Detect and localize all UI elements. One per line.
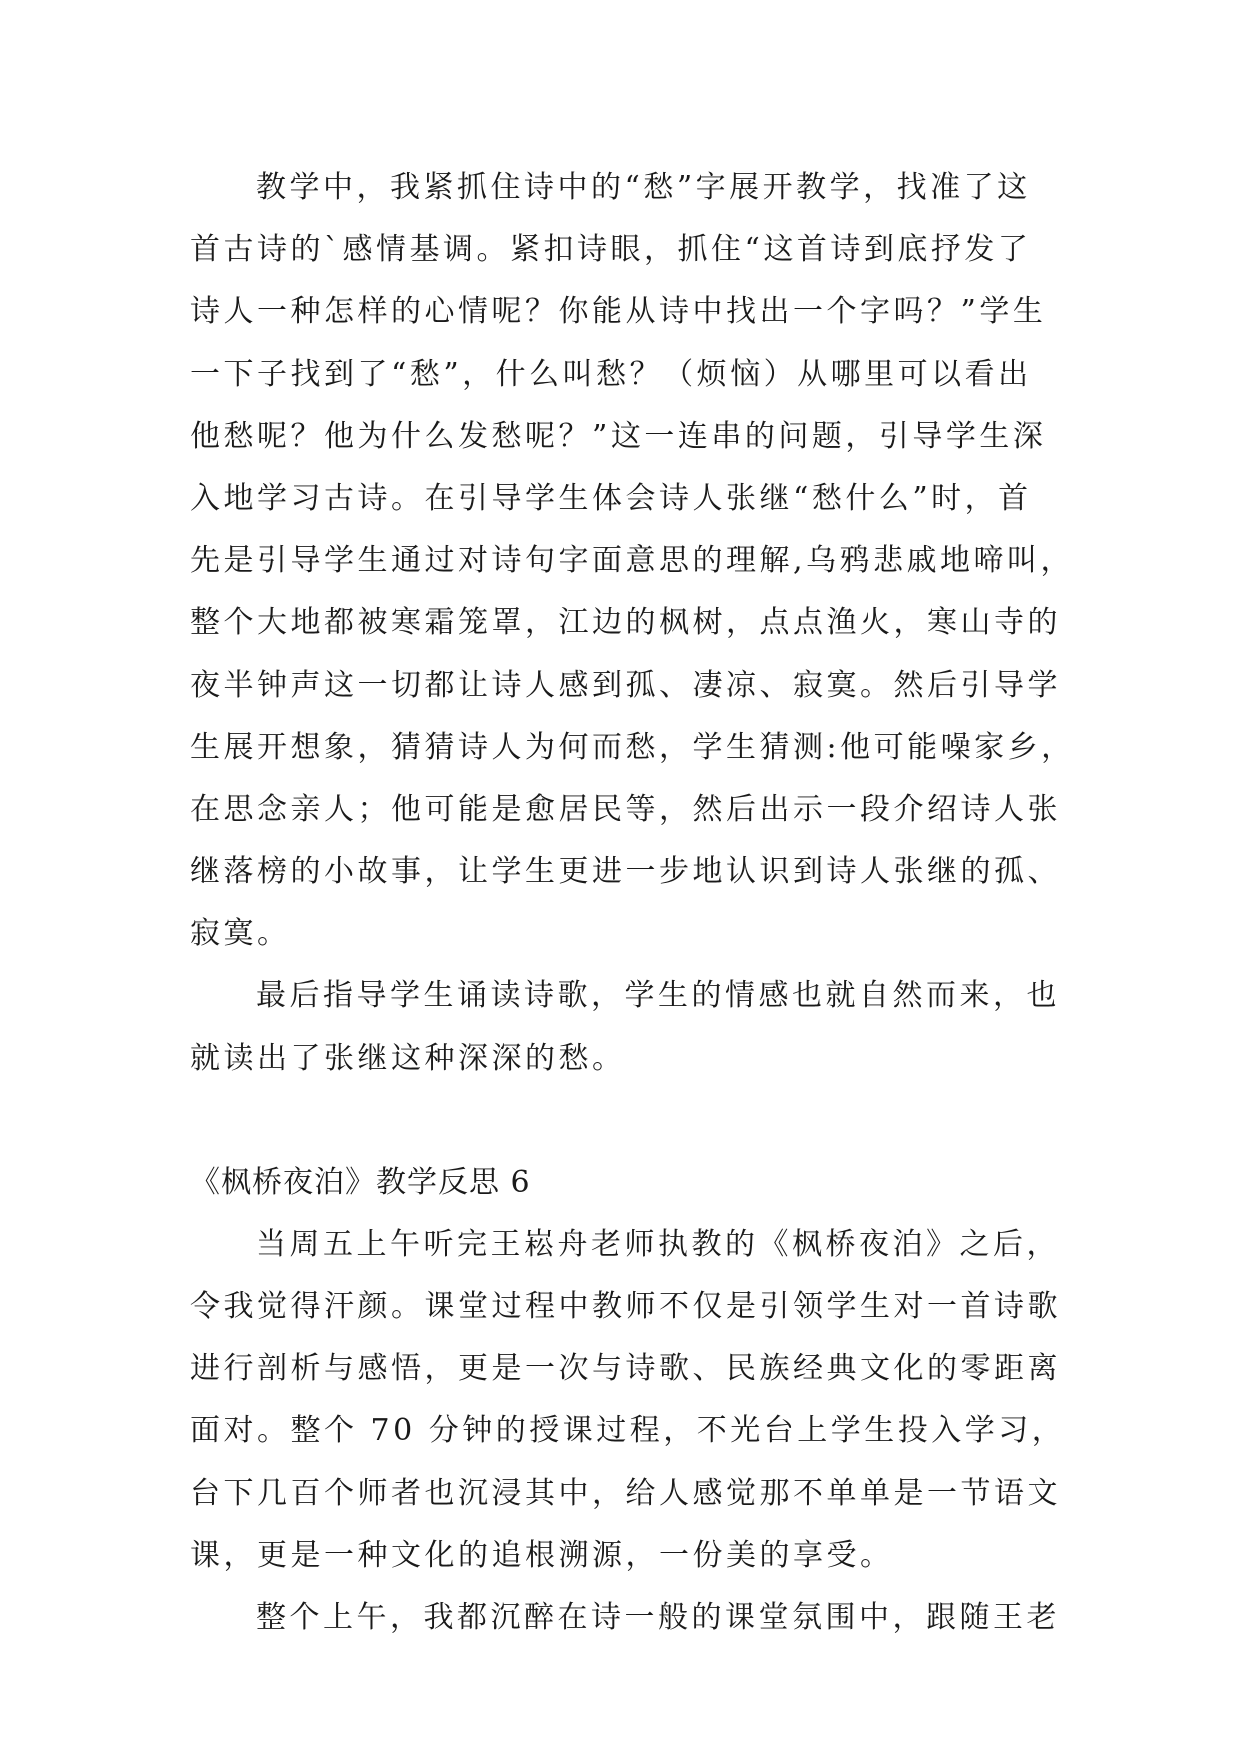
text-line: 台下几百个师者也沉浸其中，给人感觉那不单单是一节语文 [190, 1475, 1061, 1511]
text-line: 令我觉得汗颜。课堂过程中教师不仅是引领学生对一首诗歌 [190, 1289, 1061, 1324]
text-line: 入地学习古诗。在引导学生体会诗人张继“愁什么”时，首 [190, 480, 1032, 516]
text-line: 当周五上午听完王崧舟老师执教的《枫桥夜泊》之后， [256, 1226, 1060, 1262]
text-line: 首古诗的`感情基调。紧扣诗眼，抓住“这首诗到底抒发了 [190, 232, 1032, 268]
text-line: 进行剖析与感悟，更是一次与诗歌、民族经典文化的零距离 [190, 1351, 1061, 1387]
text-line: 就读出了张继这种深深的愁。 [190, 1040, 626, 1076]
paragraph [190, 1587, 1060, 1649]
text-line: 整个大地都被寒霜笼罩，江边的枫树，点点渔火，寒山寺的 [190, 605, 1061, 641]
text-line: 课，更是一种文化的追根溯源，一份美的享受。 [190, 1537, 894, 1573]
paragraph [190, 1214, 1066, 1587]
text-line: 继落榜的小故事，让学生更进一步地认识到诗人张继的孤、 [190, 854, 1061, 890]
blank-line [190, 1090, 1060, 1152]
text-line: 最后指导学生诵读诗歌，学生的情感也就自然而来，也 [256, 978, 1060, 1014]
text-line: 一下子找到了“愁”，什么叫愁？（烦恼）从哪里可以看出 [190, 356, 1032, 392]
text-line: 先是引导学生通过对诗句字面意思的理解,乌鸦悲戚地啼叫， [190, 543, 1075, 579]
text-line: 生展开想象，猜猜诗人为何而愁，学生猜测:他可能噪家乡， [190, 729, 1075, 765]
text-line: 整个上午，我都沉醉在诗一般的课堂氛围中，跟随王老 [256, 1599, 1060, 1635]
text-line: 寂寞。 [190, 916, 291, 952]
text-line: 在思念亲人；他可能是愈居民等，然后出示一段介绍诗人张 [190, 791, 1061, 827]
paragraph [190, 965, 1060, 1089]
document-body [190, 157, 1075, 1649]
text-line: 他愁呢？他为什么发愁呢？”这一连串的问题，引导学生深 [190, 418, 1047, 454]
text-line: 面对。整个 70 分钟的授课过程，不光台上学生投入学习， [190, 1413, 1066, 1449]
text-line: 教学中，我紧抓住诗中的“愁”字展开教学，找准了这 [256, 170, 1031, 205]
text-line: 夜半钟声这一切都让诗人感到孤、凄凉、寂寞。然后引导学 [190, 667, 1061, 703]
section-title: 《枫桥夜泊》教学反思 6 [190, 1164, 531, 1200]
paragraph [190, 157, 1075, 965]
text-line: 诗人一种怎样的心情呢？你能从诗中找出一个字吗？”学生 [190, 294, 1047, 330]
